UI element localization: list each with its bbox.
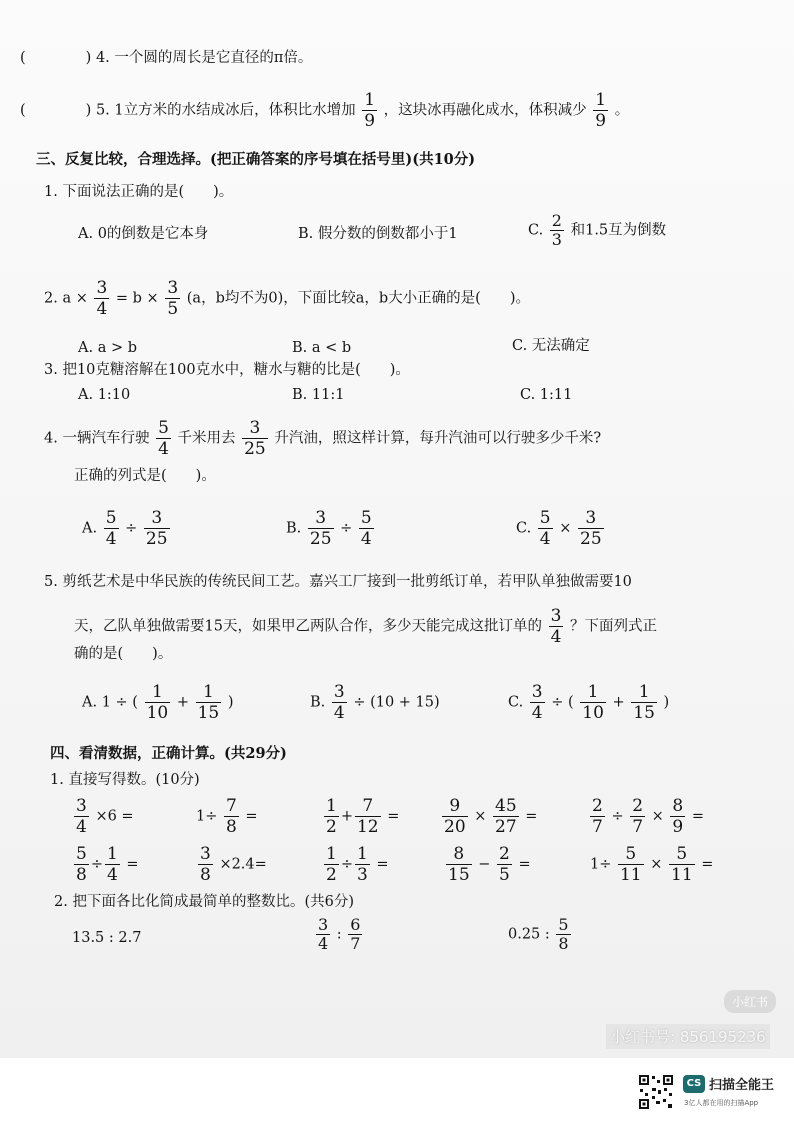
fraction: $\frac{1}{10}$: [582, 682, 604, 723]
s3-q5-line1: 5. 剪纸艺术是中华民族的传统民间工艺。嘉兴工厂接到一批剪纸订单，若甲队单独做需要10: [44, 574, 632, 590]
s3-q3-option-c[interactable]: C. 1:11: [520, 387, 573, 403]
calc-r2-e5: 1÷ $\frac{5}{11}$ × $\frac{5}{11}$ =: [590, 844, 714, 885]
ratio-1: 13.5 : 2.7: [72, 930, 142, 946]
fraction: $\frac{5}{4}$: [360, 508, 372, 549]
fraction: $\frac{5}{4}$: [158, 418, 169, 459]
calc-r1-e3: $\frac{1}{2}$ + $\frac{7}{12}$ =: [326, 796, 400, 837]
camscanner-logo-icon: CS: [683, 1075, 705, 1093]
section4-title: 四、看清数据，正确计算。(共29分): [50, 745, 287, 762]
s3-q5-option-c[interactable]: C. $\frac{3}{4}$ ÷ ( $\frac{1}{10}$ + $\frac{1}{15}$ ): [508, 682, 670, 723]
fraction: $\frac{3}{4}$: [333, 682, 345, 723]
s4-q2-title: 2. 把下面各比化简成最简单的整数比。(共6分): [54, 894, 354, 910]
xiaohongshu-id: 小红书号: 856195236: [606, 1024, 770, 1049]
fraction: $\frac{5}{4}$: [105, 508, 117, 549]
fraction: $\frac{1}{15}$: [197, 682, 220, 723]
fraction: $\frac{3}{25}$: [244, 418, 266, 459]
s3-q2-option-c[interactable]: C. 无法确定: [512, 338, 590, 354]
fraction: $\frac{3}{25}$: [580, 508, 602, 549]
calc-r2-e2: $\frac{3}{8}$ ×2.4=: [200, 844, 267, 885]
fraction: $\frac{3}{25}$: [145, 508, 168, 549]
calc-r2-e3: $\frac{1}{2}$ ÷ $\frac{1}{3}$ =: [326, 844, 389, 885]
calc-r1-e1: $\frac{3}{4}$ ×6 =: [76, 796, 134, 837]
s3-q4-option-a[interactable]: A. $\frac{5}{4}$ ÷ $\frac{3}{25}$: [82, 508, 168, 549]
fraction: $\frac{1}{9}$: [595, 90, 607, 131]
judge-q5: ( ) 5. 1立方米的水结成冰后，体积比水增加 $\frac{1}{9}$ ，这块冰再融化成水，体积减少 $\frac{1}{9}$ 。: [20, 90, 630, 131]
s3-q4-stem2: 正确的列式是( )。: [74, 468, 216, 484]
s3-q2-stem: 2. a × $\frac{3}{4}$ = b × $\frac{3}{5}$ (a，b均不为0)，下面比较a，b大小正确的是( )。: [44, 278, 530, 319]
s3-q5-line3: 确的是( )。: [74, 646, 173, 662]
s3-q5-option-b[interactable]: B. $\frac{3}{4}$ ÷ (10 + 15): [310, 682, 440, 723]
xiaohongshu-badge: 小红书: [724, 990, 776, 1013]
judge-q4-text: 4. 一个圆的周长是它直径的π倍。: [95, 50, 313, 66]
fraction: $\frac{3}{25}$: [309, 508, 332, 549]
fraction: $\frac{1}{10}$: [146, 682, 169, 723]
calc-r2-e1: $\frac{5}{8}$ ÷ $\frac{1}{4}$ =: [76, 844, 139, 885]
scanner-footer: [0, 1058, 794, 1124]
s3-q1-option-a[interactable]: A. 0的倒数是它本身: [78, 226, 209, 242]
camscanner-app-name: 扫描全能王: [709, 1078, 775, 1093]
judge-q4: ( ) 4. 一个圆的周长是它直径的π倍。: [20, 50, 313, 66]
fraction: $\frac{5}{4}$: [539, 508, 551, 549]
fraction: $\frac{1}{9}$: [364, 90, 376, 131]
calc-r2-e4: $\frac{8}{15}$ − $\frac{2}{5}$ =: [448, 844, 531, 885]
s3-q4-option-b[interactable]: B. $\frac{3}{25}$ ÷ $\frac{5}{4}$: [286, 508, 372, 549]
answer-paren-open[interactable]: (: [20, 50, 26, 66]
s3-q1-option-b[interactable]: B. 假分数的倒数都小于1: [298, 226, 458, 242]
s3-q2-option-b[interactable]: B. a < b: [292, 340, 352, 356]
ratio-3: 0.25 : $\frac{5}{8}$: [508, 915, 569, 953]
s3-q3-stem: 3. 把10克糖溶解在100克水中，糖水与糖的比是( )。: [44, 362, 410, 378]
s3-q3-option-b[interactable]: B. 11:1: [292, 387, 345, 403]
fraction: $\frac{1}{15}$: [633, 682, 655, 723]
section3-title: 三、反复比较，合理选择。(把正确答案的序号填在括号里)(共10分): [36, 151, 476, 168]
s3-q5-option-a[interactable]: A. 1 ÷ ( $\frac{1}{10}$ + $\frac{1}{15}$ ): [82, 682, 234, 723]
fraction: $\frac{3}{4}$: [96, 278, 108, 319]
s3-q1-option-c[interactable]: C. $\frac{2}{3}$ 和1.5互为倒数: [528, 211, 667, 249]
s3-q3-option-a[interactable]: A. 1:10: [78, 387, 131, 403]
camscanner-tagline: 3亿人都在用的扫描App: [684, 1099, 759, 1107]
s3-q5-line2: 天，乙队单独做需要15天，如果甲乙两队合作，多少天能完成这批订单的 $\frac{3}{4}$ ？下面列式正: [74, 606, 657, 647]
s3-q4-option-c[interactable]: C. $\frac{5}{4}$ × $\frac{3}{25}$: [516, 508, 602, 549]
s3-q2-option-a[interactable]: A. a > b: [78, 340, 137, 356]
ratio-2: $\frac{3}{4}$ : $\frac{6}{7}$: [318, 915, 361, 953]
fraction: $\frac{2}{3}$: [551, 211, 562, 249]
s3-q1-stem: 1. 下面说法正确的是( )。: [44, 184, 234, 200]
calc-r1-e2: 1÷ $\frac{7}{8}$ =: [196, 796, 258, 837]
calc-r1-e4: $\frac{9}{20}$ × $\frac{45}{27}$ =: [444, 796, 538, 837]
fraction: $\frac{3}{4}$: [531, 682, 543, 723]
s3-q4-stem: 4. 一辆汽车行驶 $\frac{5}{4}$ 千米用去 $\frac{3}{25}$ 升汽油，照这样计算，每升汽油可以行驶多少千米?: [44, 418, 602, 459]
calc-r1-e5: $\frac{2}{7}$ ÷ $\frac{2}{7}$ × $\frac{8}{9}$ =: [592, 796, 704, 837]
fraction: $\frac{3}{5}$: [167, 278, 179, 319]
qr-code-icon[interactable]: [638, 1074, 674, 1110]
fraction: $\frac{3}{4}$: [550, 606, 562, 647]
s4-q1-title: 1. 直接写得数。(10分): [50, 772, 200, 788]
